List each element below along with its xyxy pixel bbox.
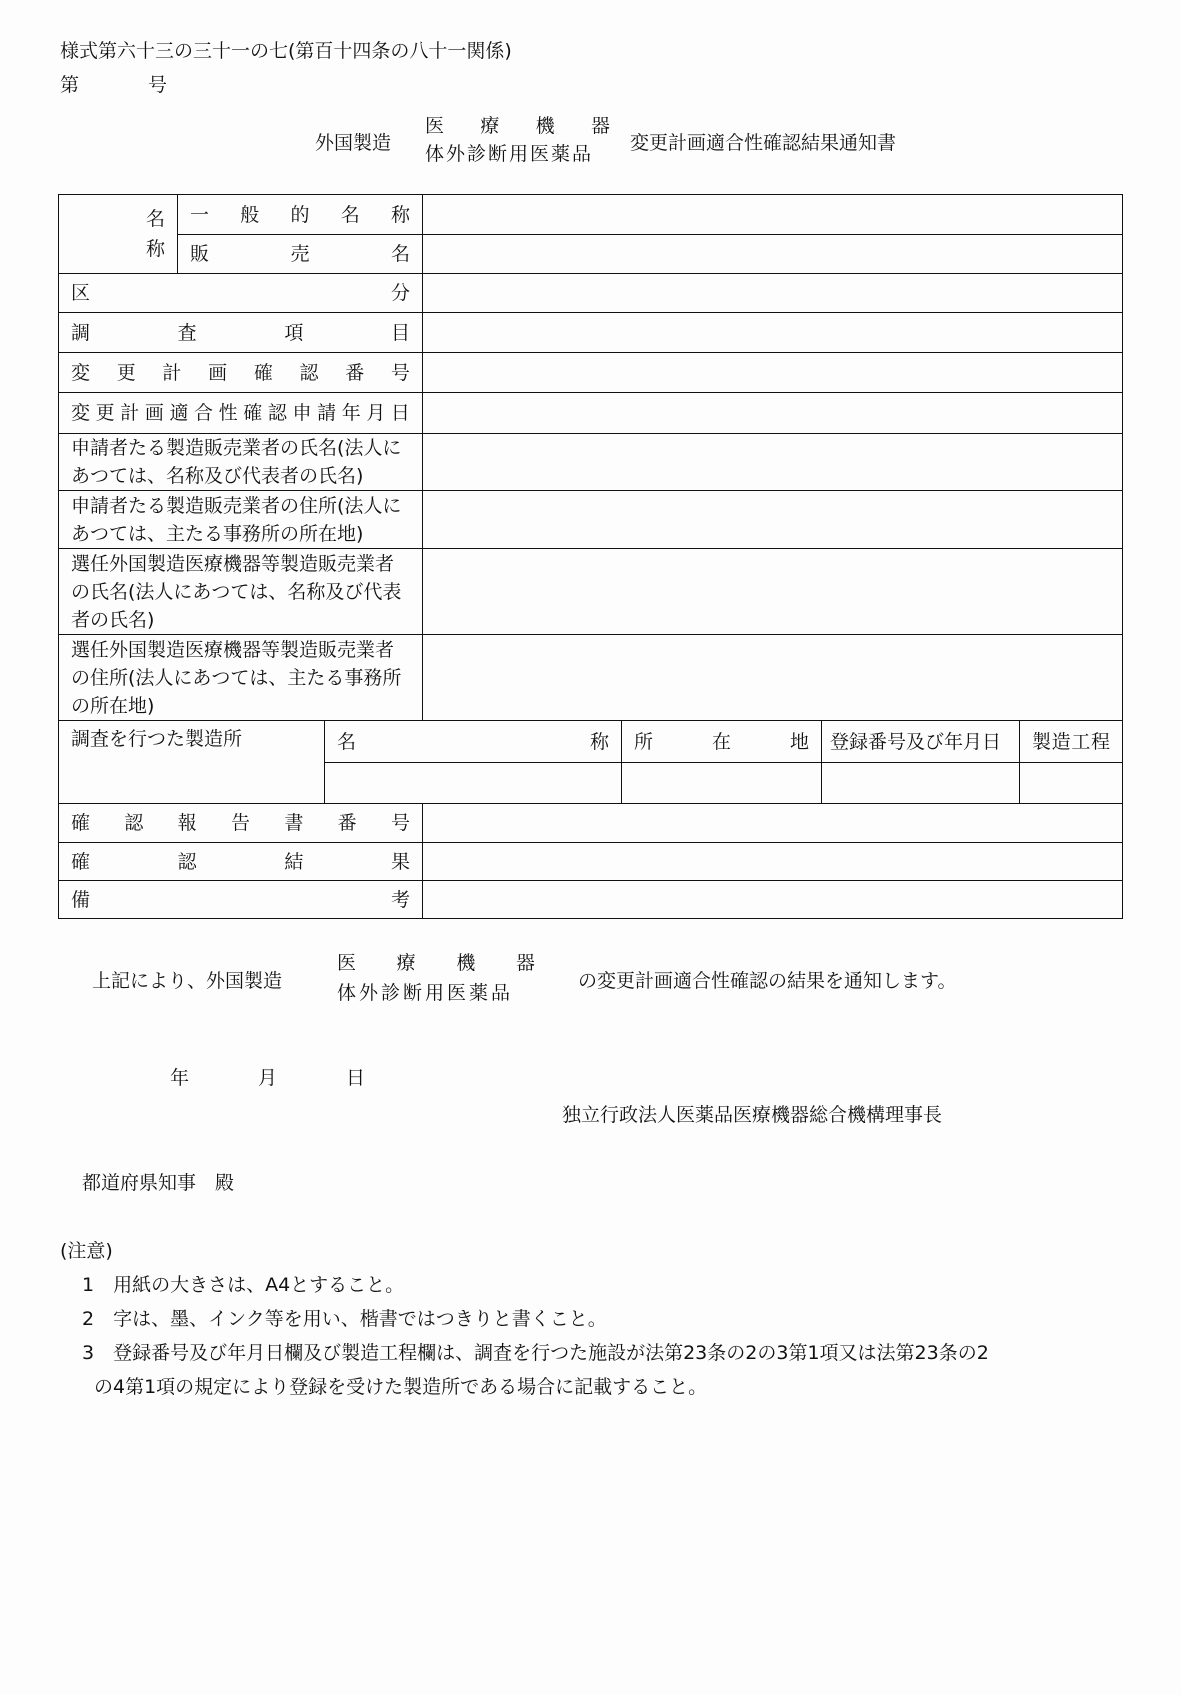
site-location-header: 所 在 地 [622,721,822,763]
result-field[interactable] [423,843,1123,881]
body-suffix: の変更計画適合性確認の結果を通知します。 [578,970,957,992]
report-number-field[interactable] [423,804,1123,843]
applicant-name-label: 申請者たる製造販売業者の氏名(法人にあつては、名称及び代表者の氏名) [59,434,423,491]
change-plan-number-label: 変 更 計 画 確 認 番 号 [59,353,423,393]
number-prefix: 第 [60,74,80,96]
inspection-item-label: 調 査 項 目 [59,313,423,353]
site-process-field[interactable] [1020,763,1123,804]
general-name-label: 一 般 的 名 称 [178,195,423,235]
applicant-name-field[interactable] [423,434,1123,491]
body-prefix: 上記により、外国製造 [92,970,283,992]
date-year: 年 [170,1067,190,1089]
remarks-label: 備 考 [59,881,423,919]
note-item: 1 用紙の大きさは、A4とすること。 [82,1274,405,1296]
application-date-field[interactable] [423,393,1123,434]
title-prefix: 外国製造 [315,132,392,154]
notes-heading: (注意) [60,1240,113,1262]
date-day: 日 [346,1067,366,1089]
form-table [58,194,1123,919]
inspected-site-label: 調査を行つた製造所 [59,721,325,804]
name-group-label: 名 称 [59,195,178,274]
appointed-name-label: 選任外国製造医療機器等製造販売業者の氏名(法人にあつては、名称及び代表者の氏名) [59,549,423,635]
body-option-bottom: 体外診断用医薬品 [337,982,514,1004]
site-registration-field[interactable] [822,763,1020,804]
site-location-field[interactable] [622,763,822,804]
date-month: 月 [258,1067,278,1089]
result-label: 確 認 結 果 [59,843,423,881]
report-number-label: 確 認 報 告 書 番 号 [59,804,423,843]
note-item: の4第1項の規定により登録を受けた製造所である場合に記載すること。 [94,1376,708,1398]
site-name-header: 名 称 [325,721,622,763]
note-item: 3 登録番号及び年月日欄及び製造工程欄は、調査を行つた施設が法第23条の2の3第1項又は法第23条の2 [82,1342,989,1364]
category-field[interactable] [423,274,1123,313]
brand-name-label: 販 売 名 [178,235,423,274]
appointed-address-label: 選任外国製造医療機器等製造販売業者の住所(法人にあつては、主たる事務所の所在地) [59,635,423,721]
change-plan-number-field[interactable] [423,353,1123,393]
issuer: 独立行政法人医薬品医療機器総合機構理事長 [562,1104,943,1126]
number-suffix: 号 [148,74,168,96]
form-number: 様式第六十三の三十一の七(第百十四条の八十一関係) [60,40,512,62]
document-title: 変更計画適合性確認結果通知書 [630,132,897,154]
inspection-item-field[interactable] [423,313,1123,353]
remarks-field[interactable] [423,881,1123,919]
applicant-address-label: 申請者たる製造販売業者の住所(法人にあつては、主たる事務所の所在地) [59,491,423,549]
application-date-label: 変 更 計 画 適 合 性 確 認 申 請 年 月 日 [59,393,423,434]
appointed-address-field[interactable] [423,635,1123,721]
brand-name-field[interactable] [423,235,1123,274]
site-registration-header: 登録番号及び年月日 [822,721,1020,763]
title-option-bottom: 体外診断用医薬品 [425,143,594,165]
general-name-field[interactable] [423,195,1123,235]
title-option-stack: 医 療 機 器 体外診断用医薬品 [425,112,610,168]
site-process-header: 製 造 工 程 [1020,721,1123,763]
site-name-field[interactable] [325,763,622,804]
body-option-stack: 医 療 機 器 体外診断用医薬品 [337,948,535,1008]
notes [60,1234,989,1404]
appointed-name-field[interactable] [423,549,1123,635]
addressee: 都道府県知事 殿 [82,1172,235,1194]
applicant-address-field[interactable] [423,491,1123,549]
note-item: 2 字は、墨、インク等を用い、楷書ではつきりと書くこと。 [82,1308,607,1330]
category-label: 区 分 [59,274,423,313]
